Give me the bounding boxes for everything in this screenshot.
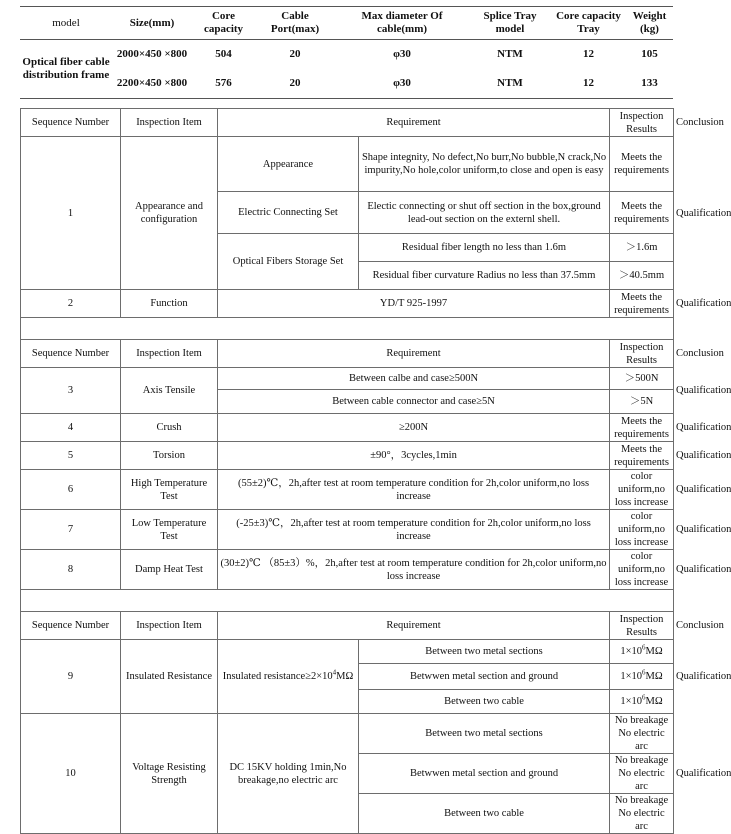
requirement-cell: Electic connecting or shut off section in the box,ground lead-out section on the externl shell. (359, 192, 610, 234)
inspection-table (20, 108, 731, 834)
result-cell: ＞40.5mm (610, 262, 674, 290)
header-seq: Sequence Number (21, 109, 121, 137)
spec-header-port: Cable Port(max) (255, 7, 335, 40)
table-row: 10 Voltage Resisting Strength DC 15KV holding 1min,No breakage,no electric arc Between two metal sections No breakage No electric arc Qualification (21, 714, 674, 754)
requirement-cell: DC 15KV holding 1min,No breakage,no electric arc (218, 714, 359, 834)
sub-condition-cell: Between two cable (359, 794, 610, 834)
result-unit: MΩ (645, 646, 663, 657)
seq-cell: 6 (21, 470, 121, 510)
result-base: 1×10 (620, 646, 643, 657)
seq-cell: 4 (21, 414, 121, 442)
result-unit: MΩ (645, 696, 663, 707)
requirement-cell: Between calbe and case≥500N (218, 368, 610, 390)
table-row: 5 Torsion ±90°，3cycles,1min Meets the requirements Qualification (21, 442, 674, 470)
spec-port: 20 (289, 48, 301, 60)
requirement-cell: (-25±3)℃，2h,after test at room temperature condition for 2h,color uniform,no loss increase (218, 510, 610, 550)
sub-condition-cell: Between two metal sections (359, 640, 610, 664)
header-results: Inspection Results (610, 612, 674, 640)
result-cell: ＞500N (610, 368, 674, 390)
inspection-header-row: Sequence Number Inspection Item Requirement Inspection Results Conclusion (21, 612, 674, 640)
section-spacer (21, 590, 674, 612)
spec-row (20, 69, 673, 99)
header-requirement: Requirement (218, 612, 610, 640)
result-cell: Meets the requirements (610, 137, 674, 192)
item-cell: Insulated Resistance (121, 640, 218, 714)
result-cell (610, 690, 674, 714)
seq-cell: 8 (21, 550, 121, 590)
requirement-cell: ±90°，3cycles,1min (218, 442, 610, 470)
section-spacer (21, 318, 674, 340)
item-cell: Low Temperature Test (121, 510, 218, 550)
table-row: 1 Appearance and configuration Appearance Shape integnity, No defect,No burr,No bubble,N crack,No impurity,No hole,color uniform,to close and open is easy Meets the requirements Qualification (21, 137, 674, 192)
result-exponent: 6 (642, 643, 646, 652)
spec-model-name: Optical fiber cable distribution frame (22, 56, 110, 81)
result-cell: Meets the requirements (610, 192, 674, 234)
seq-cell: 9 (21, 640, 121, 714)
result-exponent: 6 (642, 668, 646, 677)
result-cell: ＞1.6m (610, 234, 674, 262)
result-cell: color uniform,no loss increase (610, 550, 674, 590)
header-results: Inspection Results (610, 109, 674, 137)
table-row: 8 Damp Heat Test (30±2)℃ （85±3）%，2h,after test at room temperature condition for 2h,color uniform,no loss increase color uniform,no loss increase Qualification (21, 550, 674, 590)
spec-diameter: φ30 (393, 77, 411, 89)
spec-header-core: Core capacity (192, 7, 255, 40)
requirement-cell: Residual fiber length no less than 1.6m (359, 234, 610, 262)
item-cell: Appearance and configuration (121, 137, 218, 290)
sub-item-cell: Electric Connecting Set (218, 192, 359, 234)
header-results: Inspection Results (610, 340, 674, 368)
result-cell: Meets the requirements (610, 414, 674, 442)
spec-diameter: φ30 (393, 48, 411, 60)
result-cell: Meets the requirements (610, 442, 674, 470)
requirement-cell: Between cable connector and case≥5N (218, 390, 610, 414)
header-item: Inspection Item (121, 109, 218, 137)
result-cell: color uniform,no loss increase (610, 510, 674, 550)
requirement-cell: (30±2)℃ （85±3）%，2h,after test at room temperature condition for 2h,color uniform,no loss increase (218, 550, 610, 590)
spec-size: 2000×450 ×800 (116, 48, 188, 60)
inspection-header-row: Sequence Number Inspection Item Requirement Inspection Results Conclusion (21, 340, 674, 368)
table-row: 4 Crush ≥200N Meets the requirements Qualification (21, 414, 674, 442)
table-row: 9 Insulated Resistance Insulated $resistance\ge 2\times 10^4M\Omega$ Between two metal sections $1\times 10^6M\Omega$ Qualification (21, 640, 674, 664)
spec-row (20, 40, 673, 70)
result-cell: color uniform,no loss increase (610, 470, 674, 510)
spec-header-row (20, 7, 673, 40)
result-cell: No breakage No electric arc (610, 754, 674, 794)
spec-header-tray-core: Core capacity Tray (551, 7, 626, 40)
sub-item-cell: Appearance (218, 137, 359, 192)
spec-header-tray: Splice Tray model (469, 7, 551, 40)
spec-size: 2200×450 ×800 (116, 77, 188, 89)
header-seq: Sequence Number (21, 612, 121, 640)
header-item: Inspection Item (121, 612, 218, 640)
table-row: 6 High Temperature Test (55±2)℃，2h,after test at room temperature condition for 2h,color uniform,no loss increase color uniform,no loss increase Qualification (21, 470, 674, 510)
spec-tray: NTM (497, 77, 523, 89)
table-row: 3 Axis Tensile Between calbe and case≥500N ＞500N Qualification (21, 368, 674, 390)
result-base: 1×10 (620, 696, 643, 707)
requirement-cell: Residual fiber curvature Radius no less than 37.5mm (359, 262, 610, 290)
spec-tray-core: 12 (583, 48, 594, 60)
insulated-req-exponent: 4 (332, 668, 337, 677)
seq-cell: 10 (21, 714, 121, 834)
result-exponent: 6 (642, 693, 646, 702)
result-cell: ＞5N (610, 390, 674, 414)
item-cell: Damp Heat Test (121, 550, 218, 590)
item-cell: High Temperature Test (121, 470, 218, 510)
spec-core: 576 (215, 77, 232, 89)
spec-weight: 133 (641, 77, 658, 89)
spec-table (20, 6, 673, 99)
requirement-cell: YD/T 925-1997 (218, 290, 610, 318)
result-cell (610, 640, 674, 664)
item-cell: Function (121, 290, 218, 318)
spec-weight: 105 (641, 48, 658, 60)
seq-cell: 3 (21, 368, 121, 414)
seq-cell: 5 (21, 442, 121, 470)
table-row: 7 Low Temperature Test (-25±3)℃，2h,after test at room temperature condition for 2h,color uniform,no loss increase color uniform,no loss increase Qualification (21, 510, 674, 550)
header-seq: Sequence Number (21, 340, 121, 368)
spec-port: 20 (289, 77, 301, 89)
result-cell: Meets the requirements (610, 290, 674, 318)
item-cell: Voltage Resisting Strength (121, 714, 218, 834)
header-requirement: Requirement (218, 340, 610, 368)
spec-tray-core: 12 (583, 77, 594, 89)
item-cell: Axis Tensile (121, 368, 218, 414)
sub-condition-cell: Betwwen metal section and ground (359, 664, 610, 690)
spec-header-diameter: Max diameter Of cable(mm) (335, 7, 469, 40)
requirement-cell: ≥200N (218, 414, 610, 442)
result-unit: MΩ (645, 671, 663, 682)
sub-condition-cell: Betwwen metal section and ground (359, 754, 610, 794)
result-cell: No breakage No electric arc (610, 794, 674, 834)
spec-header-weight: Weight (kg) (626, 7, 673, 40)
requirement-cell (218, 640, 359, 714)
requirement-cell: (55±2)℃，2h,after test at room temperature condition for 2h,color uniform,no loss increase (218, 470, 610, 510)
header-item: Inspection Item (121, 340, 218, 368)
spec-tray: NTM (497, 48, 523, 60)
sub-condition-cell: Between two metal sections (359, 714, 610, 754)
table-row: 2 Function YD/T 925-1997 Meets the requirements Qualification (21, 290, 674, 318)
item-cell: Crush (121, 414, 218, 442)
sub-condition-cell: Between two cable (359, 690, 610, 714)
insulated-req-unit: MΩ (336, 671, 354, 682)
result-cell (610, 664, 674, 690)
insulated-req-text: Insulated resistance≥2×10 (222, 671, 333, 682)
result-base: 1×10 (620, 671, 643, 682)
result-cell: No breakage No electric arc (610, 714, 674, 754)
header-requirement: Requirement (218, 109, 610, 137)
sub-item-cell: Optical Fibers Storage Set (218, 234, 359, 290)
inspection-header-row: Sequence Number Inspection Item Requirement Inspection Results Conclusion (21, 109, 674, 137)
requirement-cell: Shape integnity, No defect,No burr,No bubble,N crack,No impurity,No hole,color uniform,to close and open is easy (359, 137, 610, 192)
seq-cell: 7 (21, 510, 121, 550)
seq-cell: 1 (21, 137, 121, 290)
spec-header-size: Size(mm) (112, 7, 192, 40)
item-cell: Torsion (121, 442, 218, 470)
seq-cell: 2 (21, 290, 121, 318)
spec-core: 504 (215, 48, 232, 60)
spec-header-model: model (20, 7, 112, 40)
